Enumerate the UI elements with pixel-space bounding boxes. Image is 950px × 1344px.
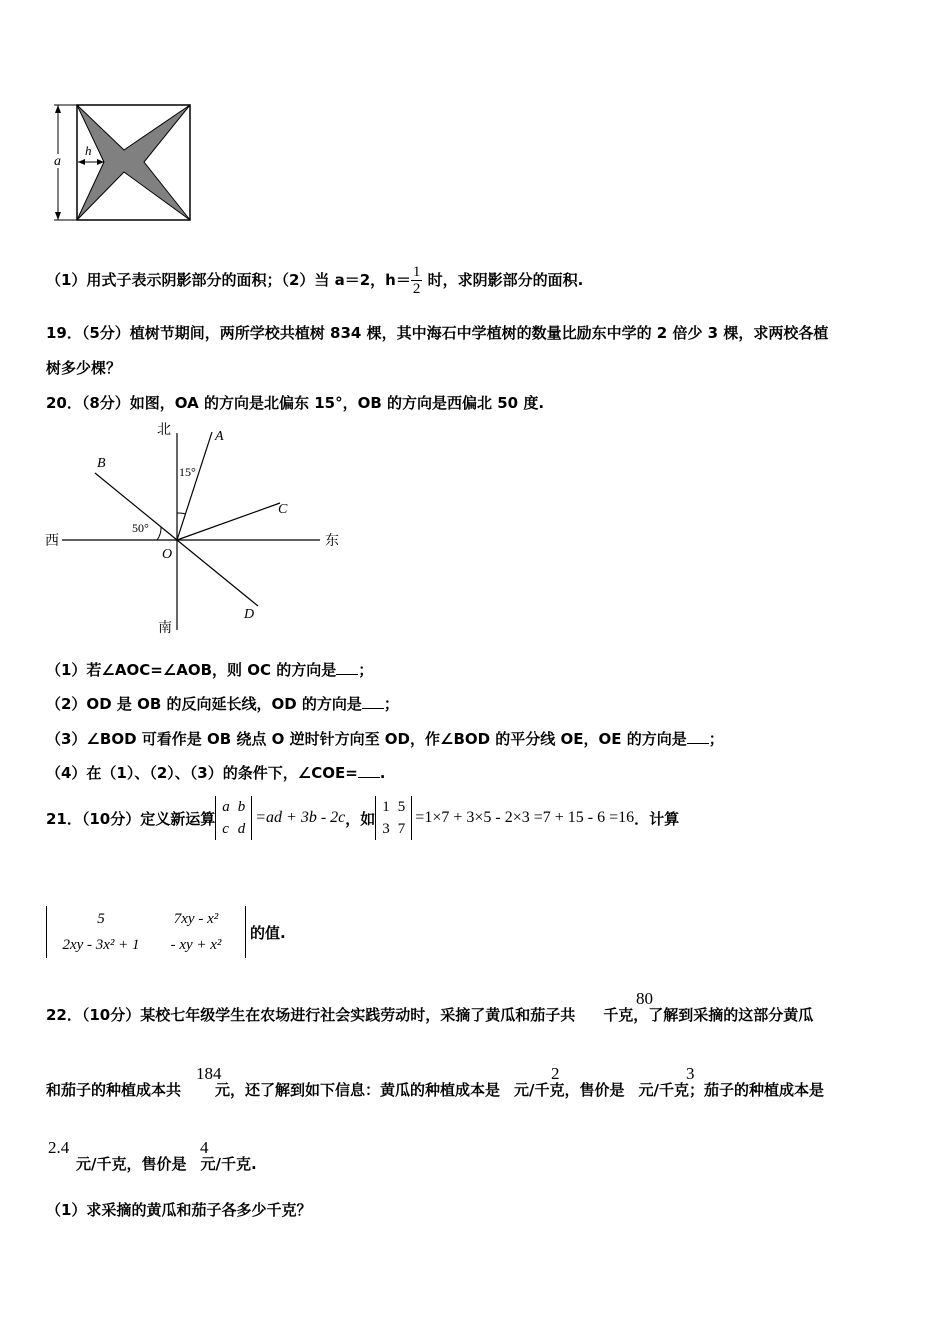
q18-part-line: （1）用式子表示阴影部分的面积；（2）当 a＝2，h＝ $\frac{1}{2}$ 时，求阴影部分的面积.: [46, 264, 584, 297]
q22-part1: （1）求采摘的黄瓜和茄子各多少千克？: [46, 1201, 312, 1219]
answer-blank-4[interactable]: [358, 763, 380, 778]
q21-compute-line: 5 7xy - x² 2xy - 3x² + 1 - xy + x² 的值.: [46, 906, 286, 958]
determinant-example: 1 5 3 7: [375, 796, 412, 840]
q20-part4: （4）在（1）、（2）、（3）的条件下，∠COE= .: [46, 764, 386, 782]
ray-OC: [177, 503, 280, 540]
q20-title: 20．（8分）如图，OA 的方向是北偏东 15°，OB 的方向是西偏北 50 度.: [46, 394, 545, 412]
q20-part2: （2）OD 是 OB 的反向延长线，OD 的方向是 ；: [46, 695, 399, 713]
label-south: 南: [158, 621, 172, 636]
q22-line2: 和茄子的种植成本共 元，还了解到如下信息：黄瓜的种植成本是 元/千克，售价是 元/千克；茄子的种植成本是: [46, 1081, 824, 1099]
label-north: 北: [157, 423, 171, 438]
answer-blank-2[interactable]: [362, 694, 384, 709]
definition-formula: =ad + 3b - 2c: [255, 809, 346, 826]
q21-line: 21．（10分）定义新运算 a b c d =ad + 3b - 2c ，如 1 5 3 7 =1×7 + 3×5 - 2×3 =7 + 15 - 6 =16 ．计算: [46, 796, 679, 840]
label-15deg: 15°: [179, 465, 196, 479]
label-east: 东: [325, 534, 339, 549]
value-184: 184: [196, 1064, 222, 1083]
label-B: B: [97, 456, 106, 471]
q20-part1: （1）若∠AOC=∠AOB，则 OC 的方向是 ；: [46, 661, 374, 679]
answer-blank-1[interactable]: [336, 660, 358, 675]
q22-line1: 22．（10分）某校七年级学生在农场进行社会实践劳动时，采摘了黄瓜和茄子共 千克，了解到采摘的这部分黄瓜: [46, 1006, 814, 1024]
square-star-figure: [44, 100, 194, 225]
answer-blank-3[interactable]: [687, 729, 709, 744]
value-4: 4: [200, 1138, 209, 1157]
q20-part3: （3）∠BOD 可看作是 OB 绕点 O 逆时针方向至 OD，作∠BOD 的平分线 OE，OE 的方向是 ；: [46, 730, 724, 748]
ray-OA: [177, 432, 212, 540]
value-3: 3: [686, 1064, 695, 1083]
label-C: C: [278, 502, 288, 517]
label-D: D: [244, 607, 255, 622]
q19-line2: 树多少棵？: [46, 359, 122, 377]
example-calculation: =1×7 + 3×5 - 2×3 =7 + 15 - 6 =16: [415, 809, 635, 826]
determinant-expression: 5 7xy - x² 2xy - 3x² + 1 - xy + x²: [46, 906, 246, 958]
label-h: h: [85, 143, 92, 158]
label-O: O: [162, 547, 173, 562]
value-2-4: 2.4: [48, 1138, 70, 1157]
q22-line3: 元/千克，售价是 元/千克.: [76, 1155, 257, 1173]
label-a: a: [54, 154, 61, 169]
label-50deg: 50°: [132, 521, 149, 535]
ray-OD: [177, 540, 258, 606]
compass-direction-figure: [40, 418, 350, 636]
value-2: 2: [551, 1064, 560, 1083]
value-80: 80: [636, 989, 653, 1008]
label-west: 西: [45, 534, 59, 549]
q19-line1: 19．（5分）植树节期间，两所学校共植树 834 棵，其中海石中学植树的数量比励东中学的 2 倍少 3 棵，求两校各植: [46, 324, 829, 342]
determinant-abcd: a b c d: [215, 796, 252, 840]
fraction-one-half: $\frac{1}{2}$: [412, 264, 421, 297]
label-A: A: [215, 429, 224, 444]
